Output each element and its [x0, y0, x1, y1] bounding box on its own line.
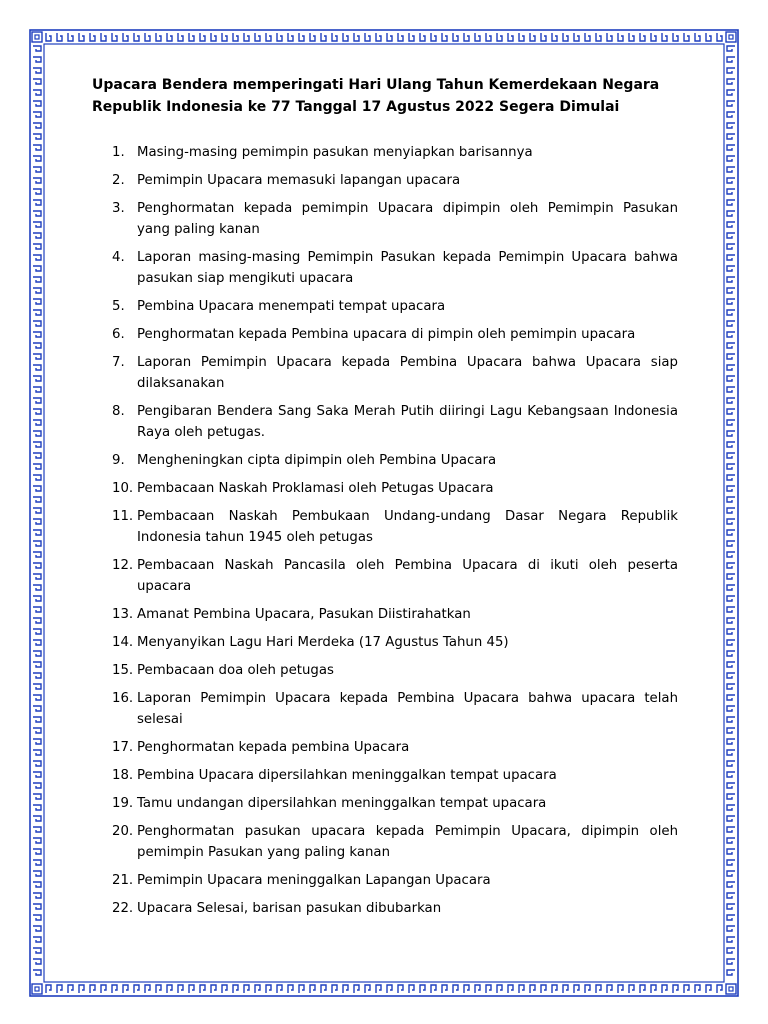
list-item-number: 6. — [112, 327, 125, 342]
title-line-1: Upacara Bendera memperingati Hari Ulang Tahun Kemerdekaan Negara — [92, 77, 660, 93]
list-item-number: 4. — [112, 250, 125, 265]
list-item-text: Mengheningkan cipta dipimpin oleh Pembina Upacara — [137, 453, 497, 468]
list-item-number: 17. — [112, 740, 134, 755]
list-item — [92, 170, 678, 191]
list-item-number: 9. — [112, 453, 125, 468]
list-item-text: Pembacaan Naskah Proklamasi oleh Petugas Upacara — [137, 481, 494, 496]
list-item-number: 15. — [112, 663, 134, 678]
list-item-text: Tamu undangan dipersilahkan meninggalkan tempat upacara — [137, 796, 547, 811]
list-item-text: Pembacaan Naskah Pancasila oleh Pembina Upacara di ikuti oleh peserta upacara — [137, 558, 678, 594]
list-item-text: Penghormatan kepada pemimpin Upacara dipimpin oleh Pemimpin Pasukan yang paling kanan — [137, 201, 678, 237]
list-item-number: 16. — [112, 691, 134, 706]
document-title — [92, 74, 678, 118]
list-item-number: 5. — [112, 299, 125, 314]
list-item — [92, 765, 678, 786]
list-item — [92, 632, 678, 653]
list-item — [92, 450, 678, 471]
list-item — [92, 142, 678, 163]
list-item — [92, 688, 678, 730]
list-item-text: Laporan Pemimpin Upacara kepada Pembina Upacara bahwa Upacara siap dilaksanakan — [137, 355, 678, 391]
list-item-text: Laporan masing-masing Pemimpin Pasukan kepada Pemimpin Upacara bahwa pasukan siap mengikuti upacara — [137, 250, 678, 286]
title-line-2: Republik Indonesia ke 77 Tanggal 17 Agustus 2022 Segera Dimulai — [92, 99, 620, 115]
list-item-number: 2. — [112, 173, 125, 188]
list-item — [92, 737, 678, 758]
list-item-text: Upacara Selesai, barisan pasukan dibubarkan — [137, 901, 442, 916]
list-item-text: Pembina Upacara dipersilahkan meninggalkan tempat upacara — [137, 768, 557, 783]
list-item-number: 20. — [112, 824, 134, 839]
ceremony-steps-list — [92, 142, 678, 919]
list-item-text: Laporan Pemimpin Upacara kepada Pembina Upacara bahwa upacara telah selesai — [137, 691, 678, 727]
list-item — [92, 352, 678, 394]
list-item — [92, 870, 678, 891]
document-body — [92, 74, 678, 926]
list-item-text: Pengibaran Bendera Sang Saka Merah Putih diiringi Lagu Kebangsaan Indonesia Raya oleh petugas. — [137, 404, 678, 440]
list-item — [92, 898, 678, 919]
list-item-number: 19. — [112, 796, 134, 811]
list-item-number: 7. — [112, 355, 125, 370]
list-item — [92, 506, 678, 548]
list-item-number: 3. — [112, 201, 125, 216]
list-item-number: 10. — [112, 481, 134, 496]
list-item-number: 18. — [112, 768, 134, 783]
list-item-text: Pembina Upacara menempati tempat upacara — [137, 299, 446, 314]
list-item — [92, 324, 678, 345]
list-item-text: Menyanyikan Lagu Hari Merdeka (17 Agustus Tahun 45) — [137, 635, 509, 650]
list-item-text: Pembacaan Naskah Pembukaan Undang-undang Dasar Negara Republik Indonesia tahun 1945 oleh petugas — [137, 509, 678, 545]
list-item — [92, 555, 678, 597]
list-item — [92, 793, 678, 814]
list-item — [92, 401, 678, 443]
list-item-text: Pembacaan doa oleh petugas — [137, 663, 334, 678]
list-item-text: Pemimpin Upacara meninggalkan Lapangan Upacara — [137, 873, 491, 888]
list-item-number: 14. — [112, 635, 134, 650]
list-item-number: 8. — [112, 404, 125, 419]
list-item-number: 21. — [112, 873, 134, 888]
list-item-text: Penghormatan pasukan upacara kepada Pemimpin Upacara, dipimpin oleh pemimpin Pasukan yang paling kanan — [137, 824, 678, 860]
list-item-text: Pemimpin Upacara memasuki lapangan upacara — [137, 173, 461, 188]
list-item — [92, 198, 678, 240]
list-item-text: Amanat Pembina Upacara, Pasukan Diistirahatkan — [137, 607, 471, 622]
list-item — [92, 821, 678, 863]
list-item — [92, 660, 678, 681]
list-item-text: Penghormatan kepada pembina Upacara — [137, 740, 410, 755]
list-item-number: 1. — [112, 145, 125, 160]
list-item-number: 11. — [112, 509, 134, 524]
list-item-number: 12. — [112, 558, 134, 573]
list-item-number: 13. — [112, 607, 134, 622]
list-item-text: Penghormatan kepada Pembina upacara di pimpin oleh pemimpin upacara — [137, 327, 636, 342]
list-item-number: 22. — [112, 901, 134, 916]
list-item-text: Masing-masing pemimpin pasukan menyiapkan barisannya — [137, 145, 533, 160]
list-item — [92, 478, 678, 499]
list-item — [92, 604, 678, 625]
list-item — [92, 247, 678, 289]
list-item — [92, 296, 678, 317]
